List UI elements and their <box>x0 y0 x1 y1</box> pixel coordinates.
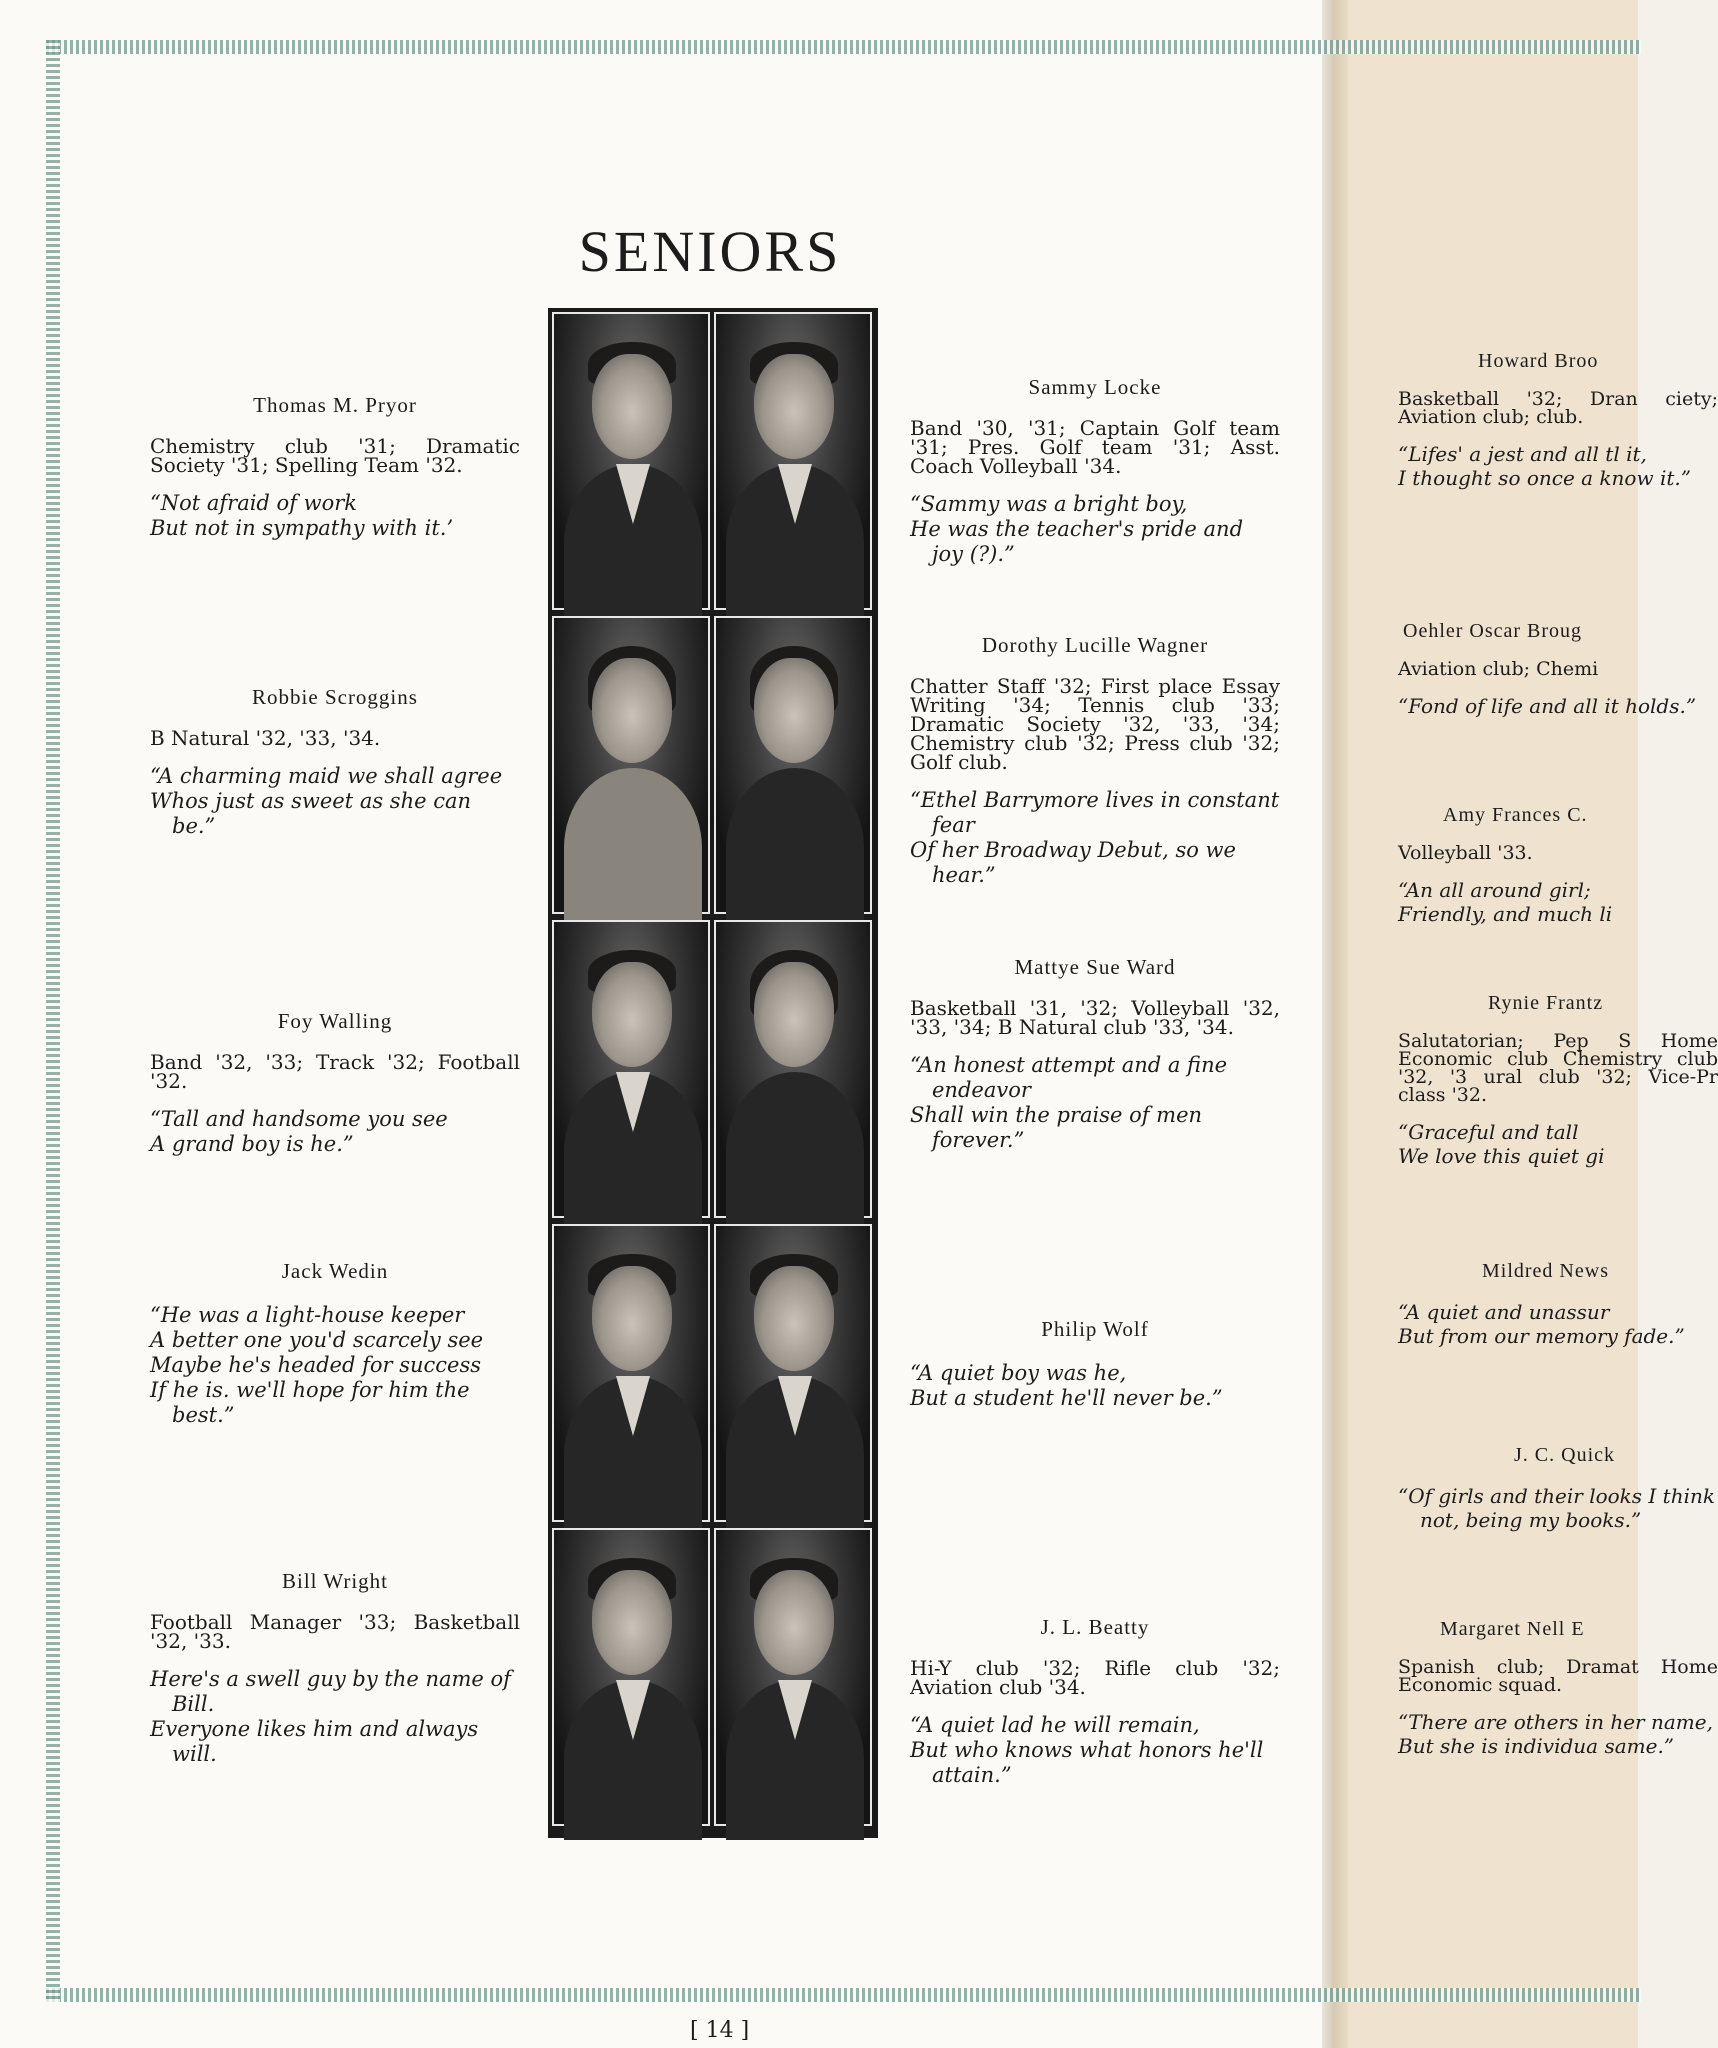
senior-name: J. C. Quick <box>1514 1444 1615 1466</box>
senior-entry <box>150 1569 520 1767</box>
portrait-photo <box>552 920 710 1218</box>
senior-name: Amy Frances C. <box>1443 804 1588 826</box>
portrait-photo <box>714 1224 872 1522</box>
senior-activities: Hi-Y club '32; Rifle club '32; Aviation club '34. <box>910 1656 1280 1699</box>
senior-name: Mattye Sue Ward <box>1014 955 1176 979</box>
senior-activities: Football Manager '33; Basketball '32, '33. <box>150 1610 520 1653</box>
senior-name: Robbie Scroggins <box>252 685 418 709</box>
senior-quote: “Fond of life and all it holds.” <box>1398 694 1697 718</box>
senior-entry <box>150 1009 520 1157</box>
senior-name: Sammy Locke <box>1028 375 1162 399</box>
senior-name: Howard Broo <box>1478 350 1599 372</box>
senior-entry <box>150 1259 520 1428</box>
portrait-photo <box>552 1528 710 1826</box>
senior-activities: Spanish club; Dramat Home Economic squad. <box>1398 1656 1718 1696</box>
senior-name: Bill Wright <box>281 1569 389 1593</box>
senior-quote: “An honest attempt and a fine endeavor Shall win the praise of men forever.” <box>910 1053 1228 1152</box>
senior-activities: Basketball '31, '32; Volleyball '32, '33, '34; B Natural club '33, '34. <box>910 996 1280 1039</box>
senior-entry <box>910 955 1280 1153</box>
senior-activities: Volleyball '33. <box>1398 842 1533 864</box>
senior-quote: “Graceful and tall We love this quiet gi <box>1398 1120 1605 1168</box>
senior-entry <box>1398 622 1718 718</box>
decorative-border-left <box>46 40 60 2002</box>
senior-entry <box>1398 806 1718 926</box>
senior-activities: Aviation club; Chemi <box>1398 658 1599 680</box>
senior-name: Mildred News <box>1482 1260 1609 1282</box>
senior-quote: “Not afraid of work But not in sympathy with it.’ <box>150 491 454 540</box>
portrait-photo <box>714 616 872 914</box>
senior-entry <box>1398 1620 1718 1758</box>
portrait-photo <box>714 920 872 1218</box>
senior-entry <box>150 685 520 839</box>
senior-entry <box>1398 352 1718 490</box>
senior-name: Foy Walling <box>277 1009 393 1033</box>
senior-name: Rynie Frantz <box>1488 992 1604 1014</box>
senior-entry <box>910 375 1280 567</box>
senior-name: Margaret Nell E <box>1440 1618 1585 1640</box>
senior-entry <box>150 393 520 541</box>
senior-quote: “Lifes' a jest and all tl it, I thought so once a know it.” <box>1398 442 1691 490</box>
senior-name: J. L. Beatty <box>1040 1615 1150 1639</box>
page-gutter <box>1322 0 1348 2048</box>
senior-entry <box>910 1317 1280 1411</box>
senior-quote: “Tall and handsome you see A grand boy is he.” <box>150 1107 448 1156</box>
decorative-border-bottom <box>46 1988 1641 2002</box>
senior-quote: “A quiet and unassur But from our memory fade.” <box>1398 1300 1685 1348</box>
decorative-border-top <box>46 40 1641 54</box>
senior-activities: Chatter Staff '32; First place Essay Writing '34; Tennis club '33; Dramatic Society '32, '33, '34; Chemistry club '32; Press club '32; Golf club. <box>910 674 1280 774</box>
senior-activities: Salutatorian; Pep S Home Economic club Chemistry club '32, '3 ural club '32; Vice-Pr class '32. <box>1398 1030 1718 1106</box>
senior-name: Philip Wolf <box>1041 1317 1149 1341</box>
senior-entry <box>1398 1262 1718 1348</box>
senior-activities: B Natural '32, '33, '34. <box>150 726 381 750</box>
portrait-photo <box>552 616 710 914</box>
senior-activities: Chemistry club '31; Dramatic Society '31; Spelling Team '32. <box>150 434 520 477</box>
senior-quote: “Sammy was a bright boy, He was the teacher's pride and joy (?).” <box>910 492 1244 566</box>
senior-name: Jack Wedin <box>281 1259 389 1283</box>
senior-name: Thomas M. Pryor <box>253 393 417 417</box>
senior-entry <box>1398 1446 1718 1532</box>
senior-quote: Here's a swell guy by the name of Bill. Everyone likes him and always will. <box>150 1667 511 1766</box>
senior-entry <box>910 1615 1280 1788</box>
senior-quote: “Ethel Barrymore lives in constant fear Of her Broadway Debut, so we hear.” <box>910 788 1280 887</box>
portrait-photo <box>552 312 710 610</box>
senior-activities: Band '30, '31; Captain Golf team '31; Pres. Golf team '31; Asst. Coach Volleyball '34. <box>910 416 1280 478</box>
senior-name: Dorothy Lucille Wagner <box>981 633 1209 657</box>
senior-name: Oehler Oscar Broug <box>1403 620 1583 642</box>
senior-quote: “He was a light-house keeper A better one you'd scarcely see Maybe he's headed for success If he is. we'll hope for him the best.” <box>150 1303 484 1427</box>
portrait-photo <box>714 312 872 610</box>
senior-quote: “There are others in her name, But she is individua same.” <box>1398 1710 1713 1758</box>
senior-entry <box>910 633 1280 888</box>
senior-activities: Band '32, '33; Track '32; Football '32. <box>150 1050 520 1093</box>
senior-quote: “A quiet lad he will remain, But who knows what honors he'll attain.” <box>910 1713 1264 1787</box>
portrait-photo <box>714 1528 872 1826</box>
page-number: [ 14 ] <box>690 2018 750 2043</box>
senior-quote: “A charming maid we shall agree Whos just as sweet as she can be.” <box>150 764 503 838</box>
senior-entry <box>1398 994 1718 1168</box>
portrait-photo <box>552 1224 710 1522</box>
page-title: SENIORS <box>578 219 842 284</box>
senior-quote: “An all around girl; Friendly, and much li <box>1398 878 1613 926</box>
senior-quote: “A quiet boy was he, But a student he'll never be.” <box>910 1361 1223 1410</box>
senior-quote: “Of girls and their looks I think not, being my books.” <box>1398 1484 1715 1532</box>
photo-grid <box>548 308 878 1838</box>
senior-activities: Basketball '32; Dran ciety; Aviation club; club. <box>1398 388 1718 428</box>
